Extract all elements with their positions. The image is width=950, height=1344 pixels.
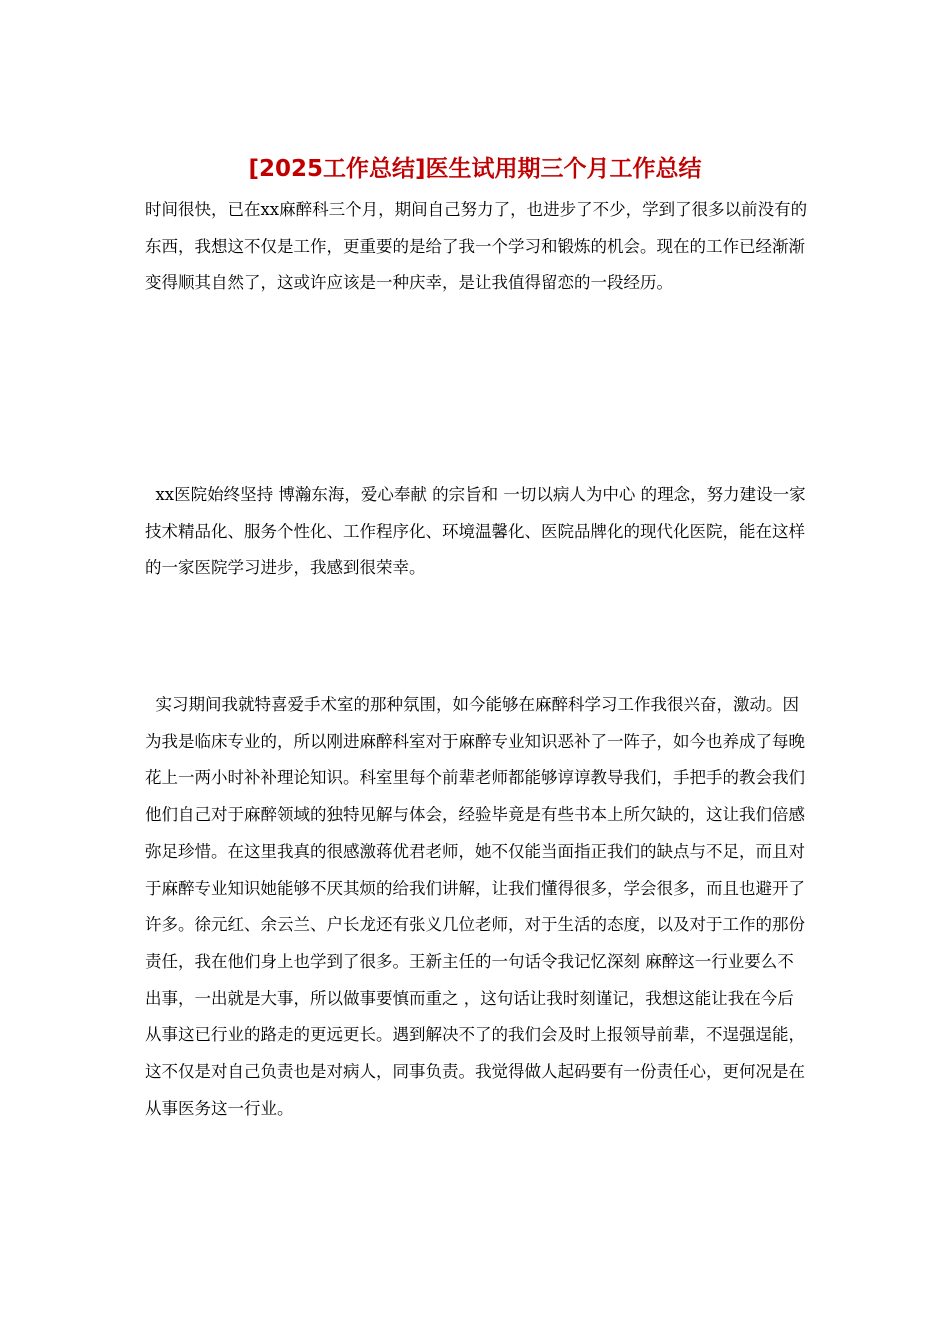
document-title: [2025工作总结]医生试用期三个月工作总结	[248, 156, 702, 182]
paragraph-3: 实习期间我就特喜爱手术室的那种氛围，如今能够在麻醉科学习工作我很兴奋，激动。因为我是临床专业的，所以刚进麻醉科室对于麻醉专业知识恶补了一阵子，如今也养成了每晚花上一两小时补补理论知识。科室里每个前辈老师都能够谆谆教导我们，手把手的教会我们他们自己对于麻醉领域的独特见解与体会，经验毕竟是有些书本上所欠缺的，这让我们倍感弥足珍惜。在这里我真的很感激蒋优君老师，她不仅能当面指正我们的缺点与不足，而且对于麻醉专业知识她能够不厌其烦的给我们讲解，让我们懂得很多，学会很多，而且也避开了许多。徐元红、余云兰、户长龙还有张义几位老师，对于生活的态度，以及对于工作的那份责任，我在他们身上也学到了很多。王新主任的一句话令我记忆深刻 麻醉这一行业要么不出事，一出就是大事，所以做事要慎而重之 ，这句话让我时刻谨记，我想这能让我在今后从事这已行业的路走的更远更长。遇到解决不了的我们会及时上报领导前辈，不逞强逞能，这不仅是对自己负责也是对病人，同事负责。我觉得做人起码要有一份责任心，更何况是在从事医务这一行业。	[145, 695, 805, 1118]
paragraph-2: xx医院始终坚持 博瀚东海，爱心奉献 的宗旨和 一切以病人为中心 的理念，努力建设一家技术精品化、服务个性化、工作程序化、环境温馨化、医院品牌化的现代化医院，能在这样的一家医院学习进步，我感到很荣幸。	[145, 485, 806, 578]
paragraph-1: 时间很快，已在xx麻醉科三个月，期间自己努力了，也进步了不少，学到了很多以前没有的东西，我想这不仅是工作，更重要的是给了我一个学习和锻炼的机会。现在的工作已经渐渐变得顺其自然了，这或许应该是一种庆幸，是让我值得留恋的一段经历。	[145, 200, 808, 293]
